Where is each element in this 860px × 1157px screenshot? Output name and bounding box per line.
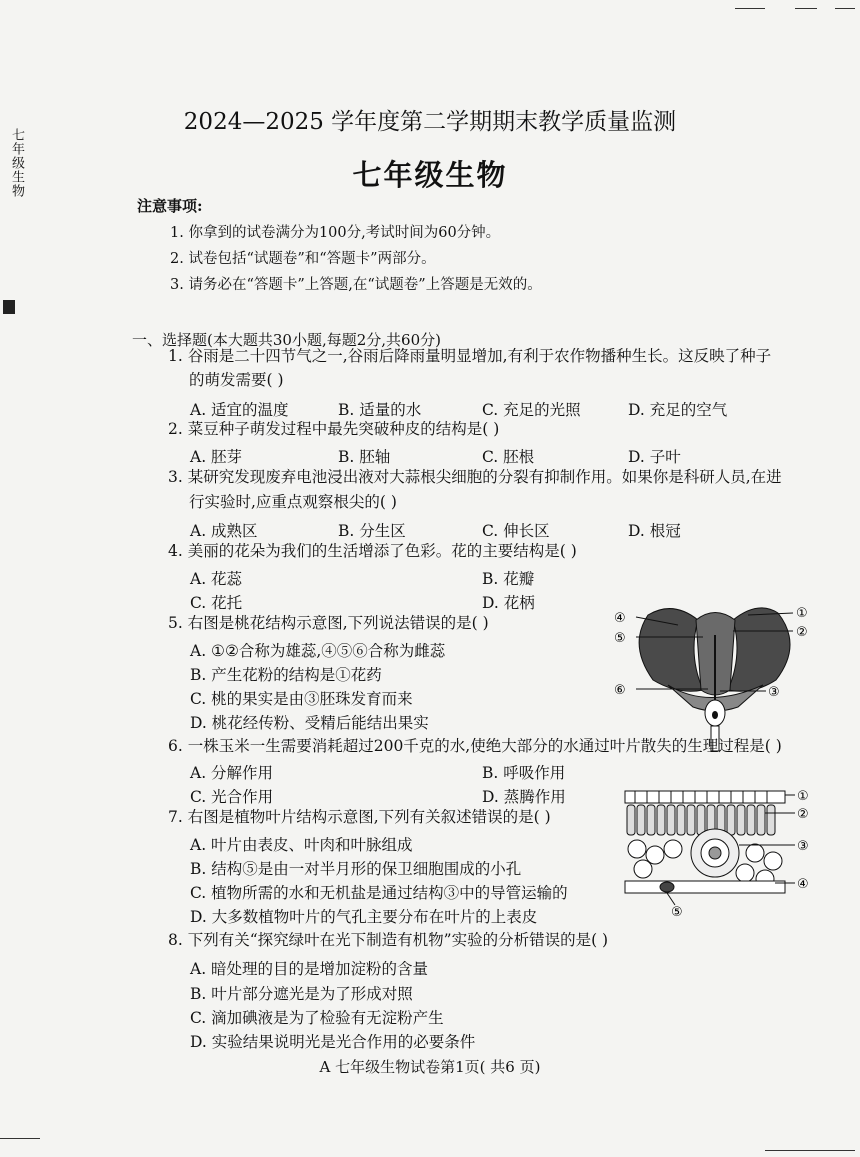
option: C. 伸长区 [482,522,550,540]
question-stem: 7. 右图是植物叶片结构示意图,下列有关叙述错误的是( ) [168,808,551,826]
option: B. 胚轴 [338,448,391,466]
figure-label: ④ [614,611,626,626]
option: B. 产生花粉的结构是①花药 [190,666,382,684]
option: A. ①②合称为雄蕊,④⑤⑥合称为雌蕊 [190,642,446,660]
option: B. 分生区 [338,522,406,540]
option: C. 桃的果实是由③胚珠发育而来 [190,690,413,708]
option: C. 滴加碘液是为了检验有无淀粉产生 [190,1009,444,1027]
option: D. 子叶 [628,448,681,466]
figure-label: ⑤ [671,905,683,918]
notes-heading: 注意事项: [137,197,203,215]
option: D. 花柄 [482,594,535,612]
exam-subject: 七年级生物 [352,158,508,192]
option: C. 植物所需的水和无机盐是通过结构③中的导管运输的 [190,884,568,902]
option: C. 光合作用 [190,788,274,806]
option: D. 实验结果说明光是光合作用的必要条件 [190,1033,476,1051]
page-footer: A 七年级生物试卷第1页( 共6 页) [319,1058,541,1076]
option: A. 花蕊 [190,570,243,588]
leaf-structure-diagram [615,783,815,918]
option: B. 结构⑤是由一对半月形的保卫细胞围成的小孔 [190,860,522,878]
option: C. 花托 [190,594,243,612]
exam-title: 2024—2025 学年度第二学期期末教学质量监测 [183,109,677,135]
question-stem: 8. 下列有关“探究绿叶在光下制造有机物”实验的分析错误的是( ) [168,931,609,949]
option: B. 叶片部分遮光是为了形成对照 [190,985,413,1003]
option: A. 适宜的温度 [190,401,289,419]
section-title: 一、选择题(本大题共30小题,每题2分,共60分) [132,331,441,349]
binding-mark [3,300,15,314]
question-stem: 2. 菜豆种子萌发过程中最先突破种皮的结构是( ) [168,420,500,438]
option: C. 充足的光照 [482,401,581,419]
peach-flower-diagram [608,595,823,755]
option: D. 桃花经传粉、受精后能结出果实 [190,714,429,732]
option: A. 暗处理的目的是增加淀粉的含量 [190,960,429,978]
figure-label: ② [796,625,808,640]
option: A. 分解作用 [190,764,274,782]
figure-label: ④ [797,877,809,892]
option: A. 成熟区 [190,522,258,540]
scan-line [0,1138,40,1139]
figure-label: ③ [797,839,809,854]
figure-label: ⑥ [614,683,626,698]
scan-line [735,8,765,9]
scan-line [765,1150,855,1151]
option: D. 大多数植物叶片的气孔主要分布在叶片的上表皮 [190,908,538,926]
option: D. 蒸腾作用 [482,788,566,806]
figure-label: ③ [768,685,780,700]
note-item: 3. 请务必在“答题卡”上答题,在“试题卷”上答题是无效的。 [170,277,542,293]
option: B. 花瓣 [482,570,535,588]
option: B. 呼吸作用 [482,764,566,782]
option: B. 适量的水 [338,401,422,419]
option: A. 叶片由表皮、叶肉和叶脉组成 [190,836,413,854]
question-stem: 6. 一株玉米一生需要消耗超过200千克的水,使绝大部分的水通过叶片散失的生理过程是( ) [168,737,782,755]
figure-label: ② [797,807,809,822]
question-stem: 4. 美丽的花朵为我们的生活增添了色彩。花的主要结构是( ) [168,542,577,560]
figure-label: ① [797,789,809,804]
note-item: 2. 试卷包括“试题卷”和“答题卡”两部分。 [170,251,436,267]
option: C. 胚根 [482,448,535,466]
scan-line [835,8,855,9]
note-item: 1. 你拿到的试卷满分为100分,考试时间为60分钟。 [170,225,501,241]
question-stem: 1. 谷雨是二十四节气之一,谷雨后降雨量明显增加,有利于农作物播种生长。这反映了种子 [168,347,772,365]
figure-label: ① [796,606,808,621]
scan-line [795,8,817,9]
option: D. 根冠 [628,522,681,540]
question-stem: 5. 右图是桃花结构示意图,下列说法错误的是( ) [168,614,489,632]
question-stem: 3. 某研究发现废弃电池浸出液对大蒜根尖细胞的分裂有抑制作用。如果你是科研人员,在进 [168,468,782,486]
question-stem: 行实验时,应重点观察根尖的( ) [189,493,397,511]
option: A. 胚芽 [190,448,243,466]
question-stem: 的萌发需要( ) [189,371,284,389]
option: D. 充足的空气 [628,401,728,419]
side-binding-label: 七年级生物 [9,128,24,198]
figure-label: ⑤ [614,631,626,646]
